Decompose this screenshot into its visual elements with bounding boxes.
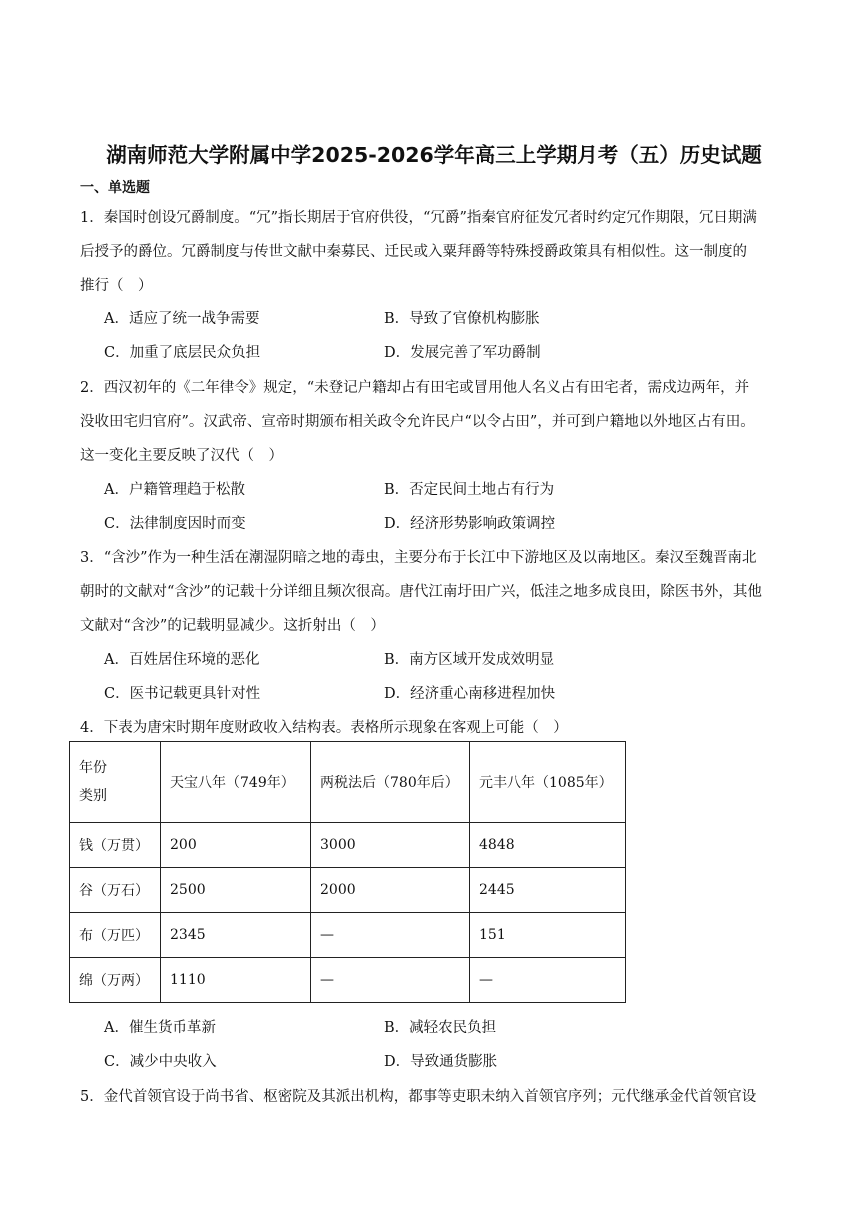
- q4-option-b[interactable]: B．减轻农民负担: [384, 1020, 497, 1036]
- q2-line-2: 没收田宅归官府”。汉武帝、宣帝时期颁布相关政令允许民户“以令占田”，并可到户籍地以外地区占有田。: [80, 414, 755, 430]
- table-cell: —: [311, 913, 470, 958]
- q2-line-3: 这一变化主要反映了汉代（ ）: [80, 448, 283, 464]
- column-header: 天宝八年（749年）: [161, 742, 311, 823]
- finance-table: [69, 741, 626, 1003]
- q4-option-d[interactable]: D．导致通货膨胀: [384, 1054, 498, 1070]
- table-cell: 4848: [470, 823, 626, 868]
- table-cell: —: [311, 958, 470, 1003]
- q1-line-1: 1．秦国时创设冗爵制度。“冗”指长期居于官府供役，“冗爵”指秦官府征发冗者时约定冗作期限，冗日期满: [80, 210, 757, 226]
- q3-option-b[interactable]: B．南方区域开发成效明显: [384, 652, 555, 668]
- q1-option-c[interactable]: C．加重了底层民众负担: [104, 345, 261, 361]
- table-cell: 3000: [311, 823, 470, 868]
- q1-option-b[interactable]: B．导致了官僚机构膨胀: [384, 311, 540, 327]
- q3-line-2: 朝时的文献对“含沙”的记载十分详细且频次很高。唐代江南圩田广兴，低洼之地多成良田，除医书外，其他: [80, 584, 762, 600]
- q1-option-a[interactable]: A．适应了统一战争需要: [104, 311, 260, 327]
- q2-option-a[interactable]: A．户籍管理趋于松散: [104, 482, 245, 498]
- q3-option-c[interactable]: C．医书记载更具针对性: [104, 686, 261, 702]
- table-cell: —: [470, 958, 626, 1003]
- row-label: 绵（万两）: [70, 958, 161, 1003]
- q5-line-1: 5．金代首领官设于尚书省、枢密院及其派出机构，都事等吏职未纳入首领官序列；元代继承金代首领官设: [80, 1089, 757, 1105]
- table-corner-cell: [70, 742, 161, 823]
- table-row: [70, 958, 626, 1003]
- q3-option-d[interactable]: D．经济重心南移进程加快: [384, 686, 556, 702]
- q3-line-3: 文献对“含沙”的记载明显减少。这折射出（ ）: [80, 618, 385, 634]
- q2-line-1: 2．西汉初年的《二年律令》规定，“未登记户籍却占有田宅或冒用他人名义占有田宅者，需戍边两年，并: [80, 380, 750, 396]
- q4-line-1: 4．下表为唐宋时期年度财政收入结构表。表格所示现象在客观上可能（ ）: [80, 720, 568, 736]
- row-label: 钱（万贯）: [70, 823, 161, 868]
- table-cell: 2000: [311, 868, 470, 913]
- corner-label-year: 年份: [79, 760, 107, 776]
- table-cell: 1110: [161, 958, 311, 1003]
- corner-label-category: 类别: [79, 788, 107, 804]
- table-cell: 151: [470, 913, 626, 958]
- table-cell: 2445: [470, 868, 626, 913]
- q3-option-a[interactable]: A．百姓居住环境的恶化: [104, 652, 260, 668]
- table-cell: 200: [161, 823, 311, 868]
- q3-line-1: 3．“含沙”作为一种生活在潮湿阴暗之地的毒虫，主要分布于长江中下游地区及以南地区。秦汉至魏晋南北: [80, 550, 757, 566]
- table-cell: 2500: [161, 868, 311, 913]
- table-row: [70, 868, 626, 913]
- q4-option-a[interactable]: A．催生货币革新: [104, 1020, 216, 1036]
- section-heading: 一、单选题: [80, 180, 150, 196]
- q2-option-c[interactable]: C．法律制度因时而变: [104, 516, 246, 532]
- q2-option-d[interactable]: D．经济形势影响政策调控: [384, 516, 556, 532]
- q1-option-d[interactable]: D．发展完善了军功爵制: [384, 345, 541, 361]
- page-title: 湖南师范大学附属中学2025-2026学年高三上学期月考（五）历史试题: [106, 143, 762, 167]
- row-label: 谷（万石）: [70, 868, 161, 913]
- q1-line-2: 后授予的爵位。冗爵制度与传世文献中秦募民、迁民或入粟拜爵等特殊授爵政策具有相似性。这一制度的: [80, 244, 747, 260]
- table-row: [70, 823, 626, 868]
- table-row: [70, 913, 626, 958]
- table-cell: 2345: [161, 913, 311, 958]
- q4-option-c[interactable]: C．减少中央收入: [104, 1054, 217, 1070]
- table-header-row: [70, 742, 626, 823]
- row-label: 布（万匹）: [70, 913, 161, 958]
- q1-line-3: 推行（ ）: [80, 278, 153, 294]
- column-header: 元丰八年（1085年）: [470, 742, 626, 823]
- column-header: 两税法后（780年后）: [311, 742, 470, 823]
- q2-option-b[interactable]: B．否定民间土地占有行为: [384, 482, 555, 498]
